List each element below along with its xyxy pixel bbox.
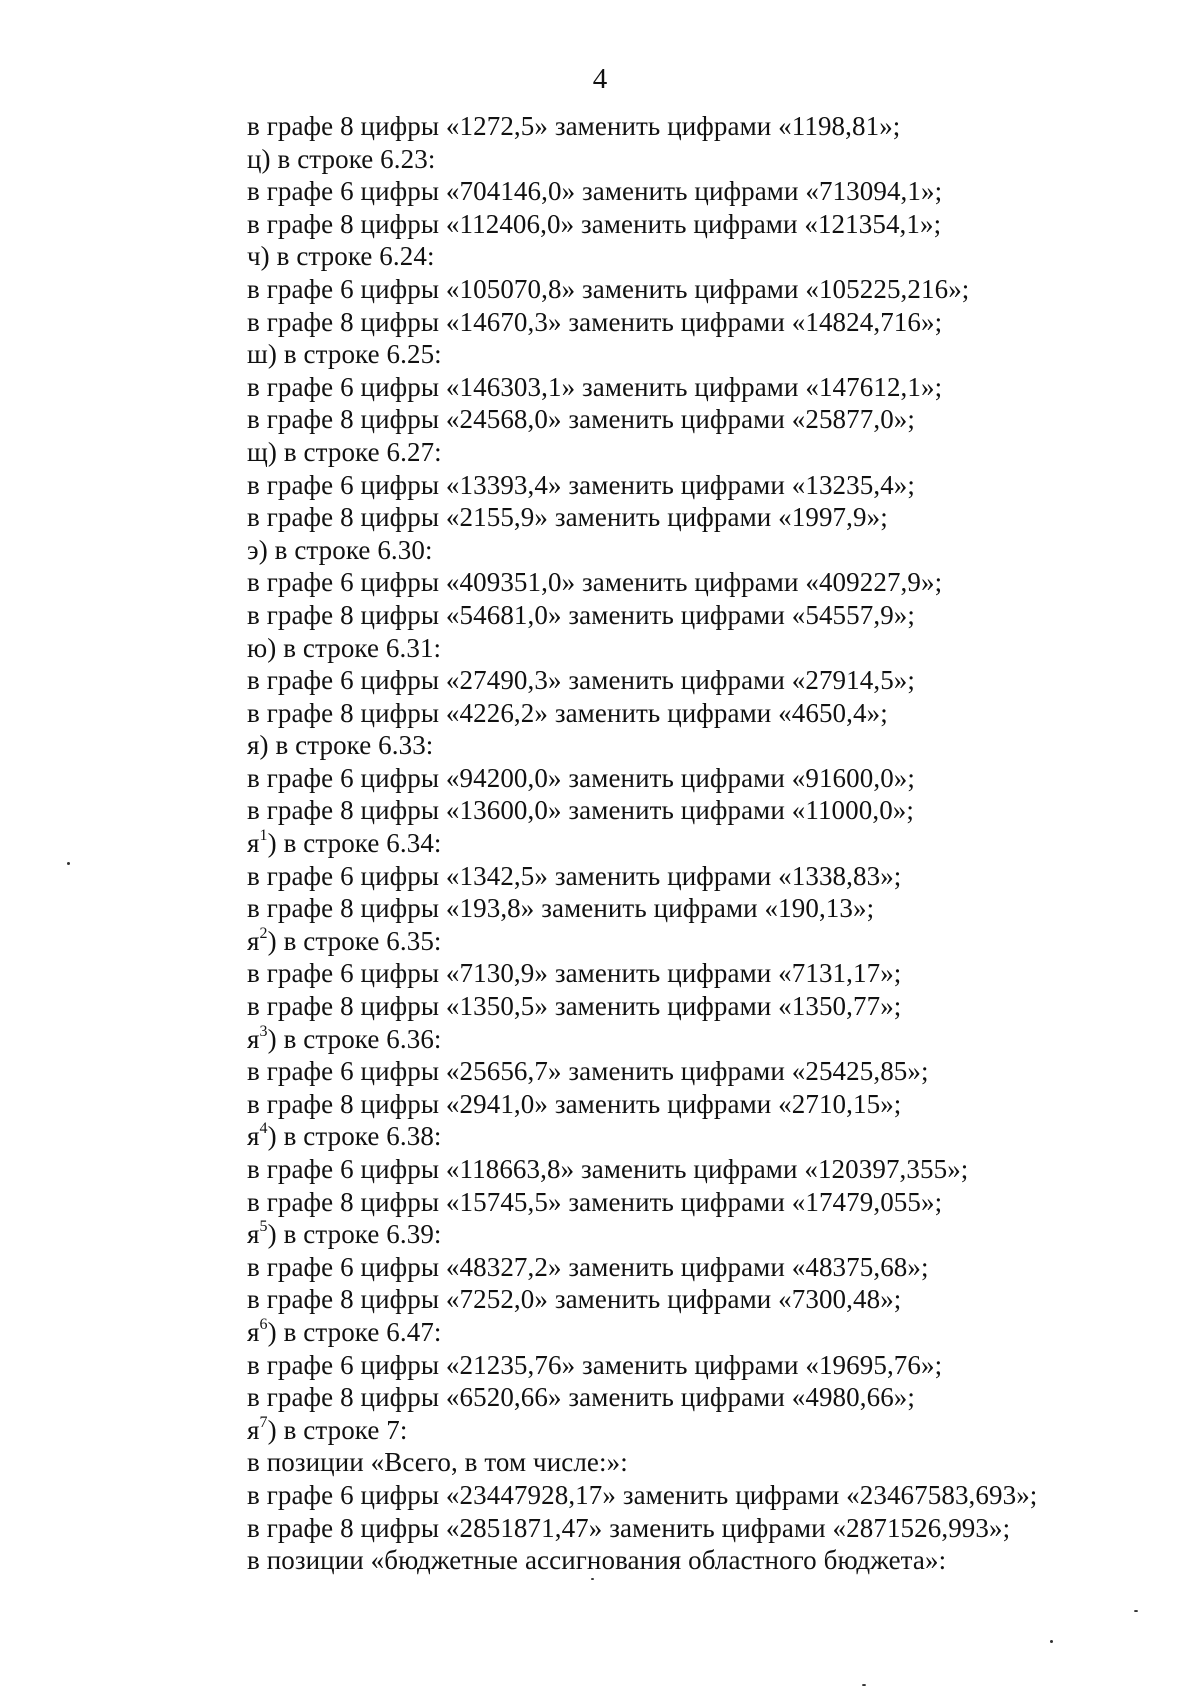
line-text: в графе 8 цифры «2851871,47» заменить цифрами «2871526,993»; [247, 1512, 1011, 1543]
text-line [247, 1283, 1147, 1316]
item-superscript: 2 [259, 924, 268, 942]
line-text: в графе 8 цифры «7252,0» заменить цифрами «7300,48»; [247, 1284, 902, 1315]
line-text: в графе 6 цифры «1342,5» заменить цифрами «1338,83»; [247, 860, 902, 891]
line-text: в графе 8 цифры «13600,0» заменить цифрами «11000,0»; [247, 795, 915, 826]
text-line [247, 306, 1147, 339]
item-superscript: 5 [259, 1218, 268, 1236]
text-line [247, 1316, 1147, 1349]
item-letter: я [247, 828, 260, 859]
line-text: ю) в строке 6.31: [247, 632, 442, 663]
line-text: в графе 6 цифры «48327,2» заменить цифрами «48375,68»; [247, 1251, 929, 1282]
text-line [247, 403, 1147, 436]
item-letter: я [247, 1121, 260, 1152]
text-line [247, 534, 1147, 567]
text-line [247, 469, 1147, 502]
item-letter: я [247, 1023, 260, 1054]
line-text: в графе 8 цифры «15745,5» заменить цифрами «17479,055»; [247, 1186, 943, 1217]
line-text: ) в строке 6.47: [267, 1316, 442, 1347]
text-line [247, 1381, 1147, 1414]
line-text: в графе 8 цифры «6520,66» заменить цифрами «4980,66»; [247, 1382, 916, 1413]
text-line [247, 1544, 1147, 1577]
scan-speck [591, 1578, 594, 1580]
text-line [247, 338, 1147, 371]
text-line [247, 925, 1147, 958]
scan-speck [862, 1684, 866, 1686]
text-line [247, 208, 1147, 241]
text-line [247, 697, 1147, 730]
line-text: в графе 6 цифры «704146,0» заменить цифрами «713094,1»; [247, 176, 943, 207]
text-line [247, 664, 1147, 697]
item-superscript: 7 [259, 1413, 268, 1431]
text-line [247, 1414, 1147, 1447]
line-text: в графе 8 цифры «193,8» заменить цифрами «190,13»; [247, 893, 875, 924]
text-line [247, 729, 1147, 762]
item-superscript: 1 [259, 827, 268, 845]
line-text: в графе 6 цифры «94200,0» заменить цифрами «91600,0»; [247, 762, 916, 793]
line-text: щ) в строке 6.27: [247, 436, 442, 467]
line-text: ) в строке 6.36: [267, 1023, 442, 1054]
line-text: в графе 6 цифры «146303,1» заменить цифрами «147612,1»; [247, 371, 943, 402]
line-text: в графе 8 цифры «14670,3» заменить цифрами «14824,716»; [247, 306, 943, 337]
line-text: ш) в строке 6.25: [247, 339, 442, 370]
line-text: ) в строке 6.35: [267, 925, 442, 956]
item-letter: я [247, 925, 260, 956]
text-line [247, 175, 1147, 208]
text-line [247, 240, 1147, 273]
text-line [247, 1218, 1147, 1251]
text-line [247, 957, 1147, 990]
document-body [247, 110, 1147, 1577]
text-line [247, 794, 1147, 827]
line-text: в графе 6 цифры «13393,4» заменить цифрами «13235,4»; [247, 469, 916, 500]
line-text: ч) в строке 6.24: [247, 241, 435, 272]
text-line [247, 273, 1147, 306]
text-line [247, 143, 1147, 176]
text-line [247, 1186, 1147, 1219]
text-line [247, 1479, 1147, 1512]
line-text: в графе 6 цифры «25656,7» заменить цифрами «25425,85»; [247, 1056, 929, 1087]
line-text: в графе 8 цифры «1272,5» заменить цифрами «1198,81»; [247, 111, 901, 141]
text-line [247, 860, 1147, 893]
text-line [247, 827, 1147, 860]
line-text: в графе 6 цифры «21235,76» заменить цифрами «19695,76»; [247, 1349, 943, 1380]
line-text: в графе 6 цифры «7130,9» заменить цифрами «7131,17»; [247, 958, 902, 989]
item-superscript: 4 [259, 1120, 268, 1138]
line-text: э) в строке 6.30: [247, 534, 433, 565]
text-line [247, 371, 1147, 404]
item-letter: я [247, 1414, 260, 1445]
line-text: я) в строке 6.33: [247, 730, 434, 761]
line-text: в графе 8 цифры «112406,0» заменить цифрами «121354,1»; [247, 208, 942, 239]
text-line [247, 1120, 1147, 1153]
line-text: в графе 8 цифры «54681,0» заменить цифрами «54557,9»; [247, 599, 916, 630]
line-text: ) в строке 6.34: [267, 828, 442, 859]
text-line [247, 1088, 1147, 1121]
text-line [247, 1023, 1147, 1056]
line-text: в позиции «Всего, в том числе:»: [247, 1447, 628, 1478]
text-line [247, 892, 1147, 925]
line-text: в графе 6 цифры «118663,8» заменить цифрами «120397,355»; [247, 1154, 969, 1184]
text-line [247, 1512, 1147, 1545]
line-text: в графе 8 цифры «4226,2» заменить цифрами «4650,4»; [247, 697, 888, 728]
text-line [247, 1251, 1147, 1284]
text-line [247, 990, 1147, 1023]
line-text: в позиции «бюджетные ассигнования областного бюджета»: [247, 1545, 947, 1576]
text-line [247, 1055, 1147, 1088]
item-letter: я [247, 1316, 260, 1347]
line-text: ц) в строке 6.23: [247, 143, 436, 174]
text-line [247, 1349, 1147, 1382]
text-line [247, 566, 1147, 599]
line-text: в графе 6 цифры «409351,0» заменить цифрами «409227,9»; [247, 567, 943, 598]
page-number: 4 [592, 63, 608, 95]
line-text: в графе 6 цифры «27490,3» заменить цифрами «27914,5»; [247, 665, 916, 696]
text-line [247, 1153, 1147, 1186]
scan-speck [67, 862, 70, 865]
item-letter: я [247, 1219, 260, 1250]
line-text: в графе 8 цифры «2941,0» заменить цифрами «2710,15»; [247, 1088, 902, 1119]
item-superscript: 3 [259, 1022, 268, 1040]
scan-speck [1134, 1610, 1138, 1612]
line-text: в графе 8 цифры «1350,5» заменить цифрами «1350,77»; [247, 991, 902, 1022]
text-line [247, 110, 1147, 143]
line-text: в графе 8 цифры «24568,0» заменить цифрами «25877,0»; [247, 404, 916, 435]
line-text: в графе 6 цифры «23447928,17» заменить цифрами «23467583,693»; [247, 1479, 1038, 1510]
item-superscript: 6 [259, 1315, 268, 1333]
text-line [247, 436, 1147, 469]
line-text: в графе 6 цифры «105070,8» заменить цифрами «105225,216»; [247, 273, 970, 304]
scan-speck [1050, 1640, 1053, 1643]
text-line [247, 1446, 1147, 1479]
line-text: в графе 8 цифры «2155,9» заменить цифрами «1997,9»; [247, 502, 888, 533]
text-line [247, 632, 1147, 665]
text-line [247, 501, 1147, 534]
line-text: ) в строке 7: [267, 1414, 408, 1445]
line-text: ) в строке 6.39: [267, 1219, 442, 1250]
text-line [247, 762, 1147, 795]
line-text: ) в строке 6.38: [267, 1121, 442, 1152]
text-line [247, 599, 1147, 632]
